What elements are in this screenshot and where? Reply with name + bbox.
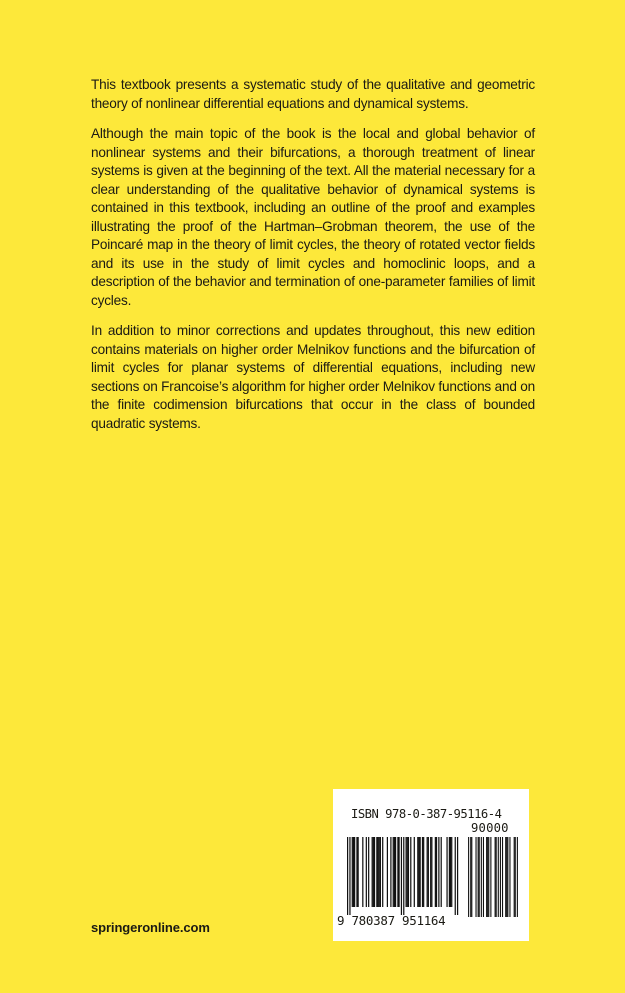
barcode-bar [376,837,377,907]
barcode-bar [393,837,394,907]
addon-bar [509,837,510,917]
barcode-bar [436,837,437,907]
addon-bar [505,837,506,917]
addon-bar [488,837,489,917]
barcode-bar [418,837,419,907]
addon-bar [486,837,487,917]
barcode-bar [417,837,418,907]
addon-bar [487,837,488,917]
barcode-bar [406,837,407,907]
barcode-bar [362,837,363,907]
barcode-bar [401,837,402,915]
barcode-bar [407,837,408,907]
barcode-bar [414,837,415,907]
barcode-addon-digits: 90000 [471,821,509,835]
addon-bar [498,837,499,917]
back-cover-blurb [91,76,535,445]
barcode-bar [377,837,378,907]
barcode-bar [430,837,431,907]
barcode-bar [349,837,350,915]
barcode-bar [380,837,381,907]
barcode-bar [347,837,348,915]
barcode-bar [449,837,450,907]
isbn-label: ISBN 978-0-387-95116-4 [351,807,502,821]
barcode-bar [354,837,355,907]
barcode-bar [420,837,421,907]
barcode-bar [373,837,374,907]
isbn-barcode-panel [333,789,529,941]
barcode-bar [410,837,411,907]
barcode-bar [431,837,432,907]
barcode-bar [422,837,423,907]
addon-bar [517,837,518,917]
addon-bar [507,837,508,917]
addon-bar [506,837,507,917]
addon-bar [483,837,484,917]
publisher-website: springeronline.com [91,920,210,935]
blurb-paragraph-2: Although the main topic of the book is the local and global behavior of nonlinear systems and their bifurcations, a thorough treatment of linear systems is given at the beginning of the text. All the material necessary for a clear understanding of the qualitative behavior of dynamical systems is contained in this textbook, including an outline of the proof and examples illustrating the proof of the Hartman–Grobman theorem, the use of the Poincaré map in the theory of limit cycles, the theory of rotated vector fields and its use in the study of limit cycles and homoclinic loops, and a description of the behavior and termination of one-parameter families of limit cycles. [91,126,535,308]
barcode-bar [403,837,404,915]
addon-bar [478,837,479,917]
barcode-bar [358,837,359,907]
barcode-bar [352,837,353,907]
barcode-bar [427,837,428,907]
barcode-bar [382,837,383,907]
barcode-bar [356,837,357,907]
addon-bar [495,837,496,917]
addon-bar [481,837,482,917]
addon-bar [514,837,515,917]
barcode-bar [353,837,354,907]
addon-bar [502,837,503,917]
addon-bar [470,837,471,917]
blurb-paragraph-3: In addition to minor corrections and updates throughout, this new edition contains materials on higher order Melnikov functions and the bifurcation of limit cycles for planar systems of differential equations, including new sections on Francoise’s algorithm for higher order Melnikov functions and on the finite codimension bifurcations that occur in the class of bounded quadratic systems. [91,323,535,431]
addon-bar [475,837,476,917]
barcode-bar [450,837,451,907]
addon-bar [468,837,469,917]
barcode-bar [446,837,447,907]
barcode-bar [435,837,436,907]
barcode-bar [395,837,396,907]
addon-bar [515,837,516,917]
addon-bar [496,837,497,917]
barcode-bar [397,837,398,907]
barcode-bar [394,837,395,907]
barcode-bar [398,837,399,907]
addon-bar [479,837,480,917]
barcode-bar [390,837,391,907]
barcode-bar [455,837,456,915]
barcode-bar [374,837,375,907]
barcode-bar [366,837,367,907]
ean-digits: 9 780387 951164 [337,913,446,928]
blurb-paragraph-1: This textbook presents a systematic study of the qualitative and geometric theory of nonlinear differential equations and dynamical systems. [91,77,535,111]
barcode-bar [379,837,380,907]
barcode-bar [457,837,458,915]
barcode-bar [438,837,439,907]
barcode-bar [451,837,452,907]
barcode-bar [372,837,373,907]
barcode-bar [408,837,409,907]
barcode-bar [368,837,369,907]
addon-bar [500,837,501,917]
addon-bar [490,837,491,917]
barcode-bar [428,837,429,907]
barcode-bar [441,837,442,907]
barcode-bar [387,837,388,907]
barcode-bar [423,837,424,907]
addon-bar [471,837,472,917]
